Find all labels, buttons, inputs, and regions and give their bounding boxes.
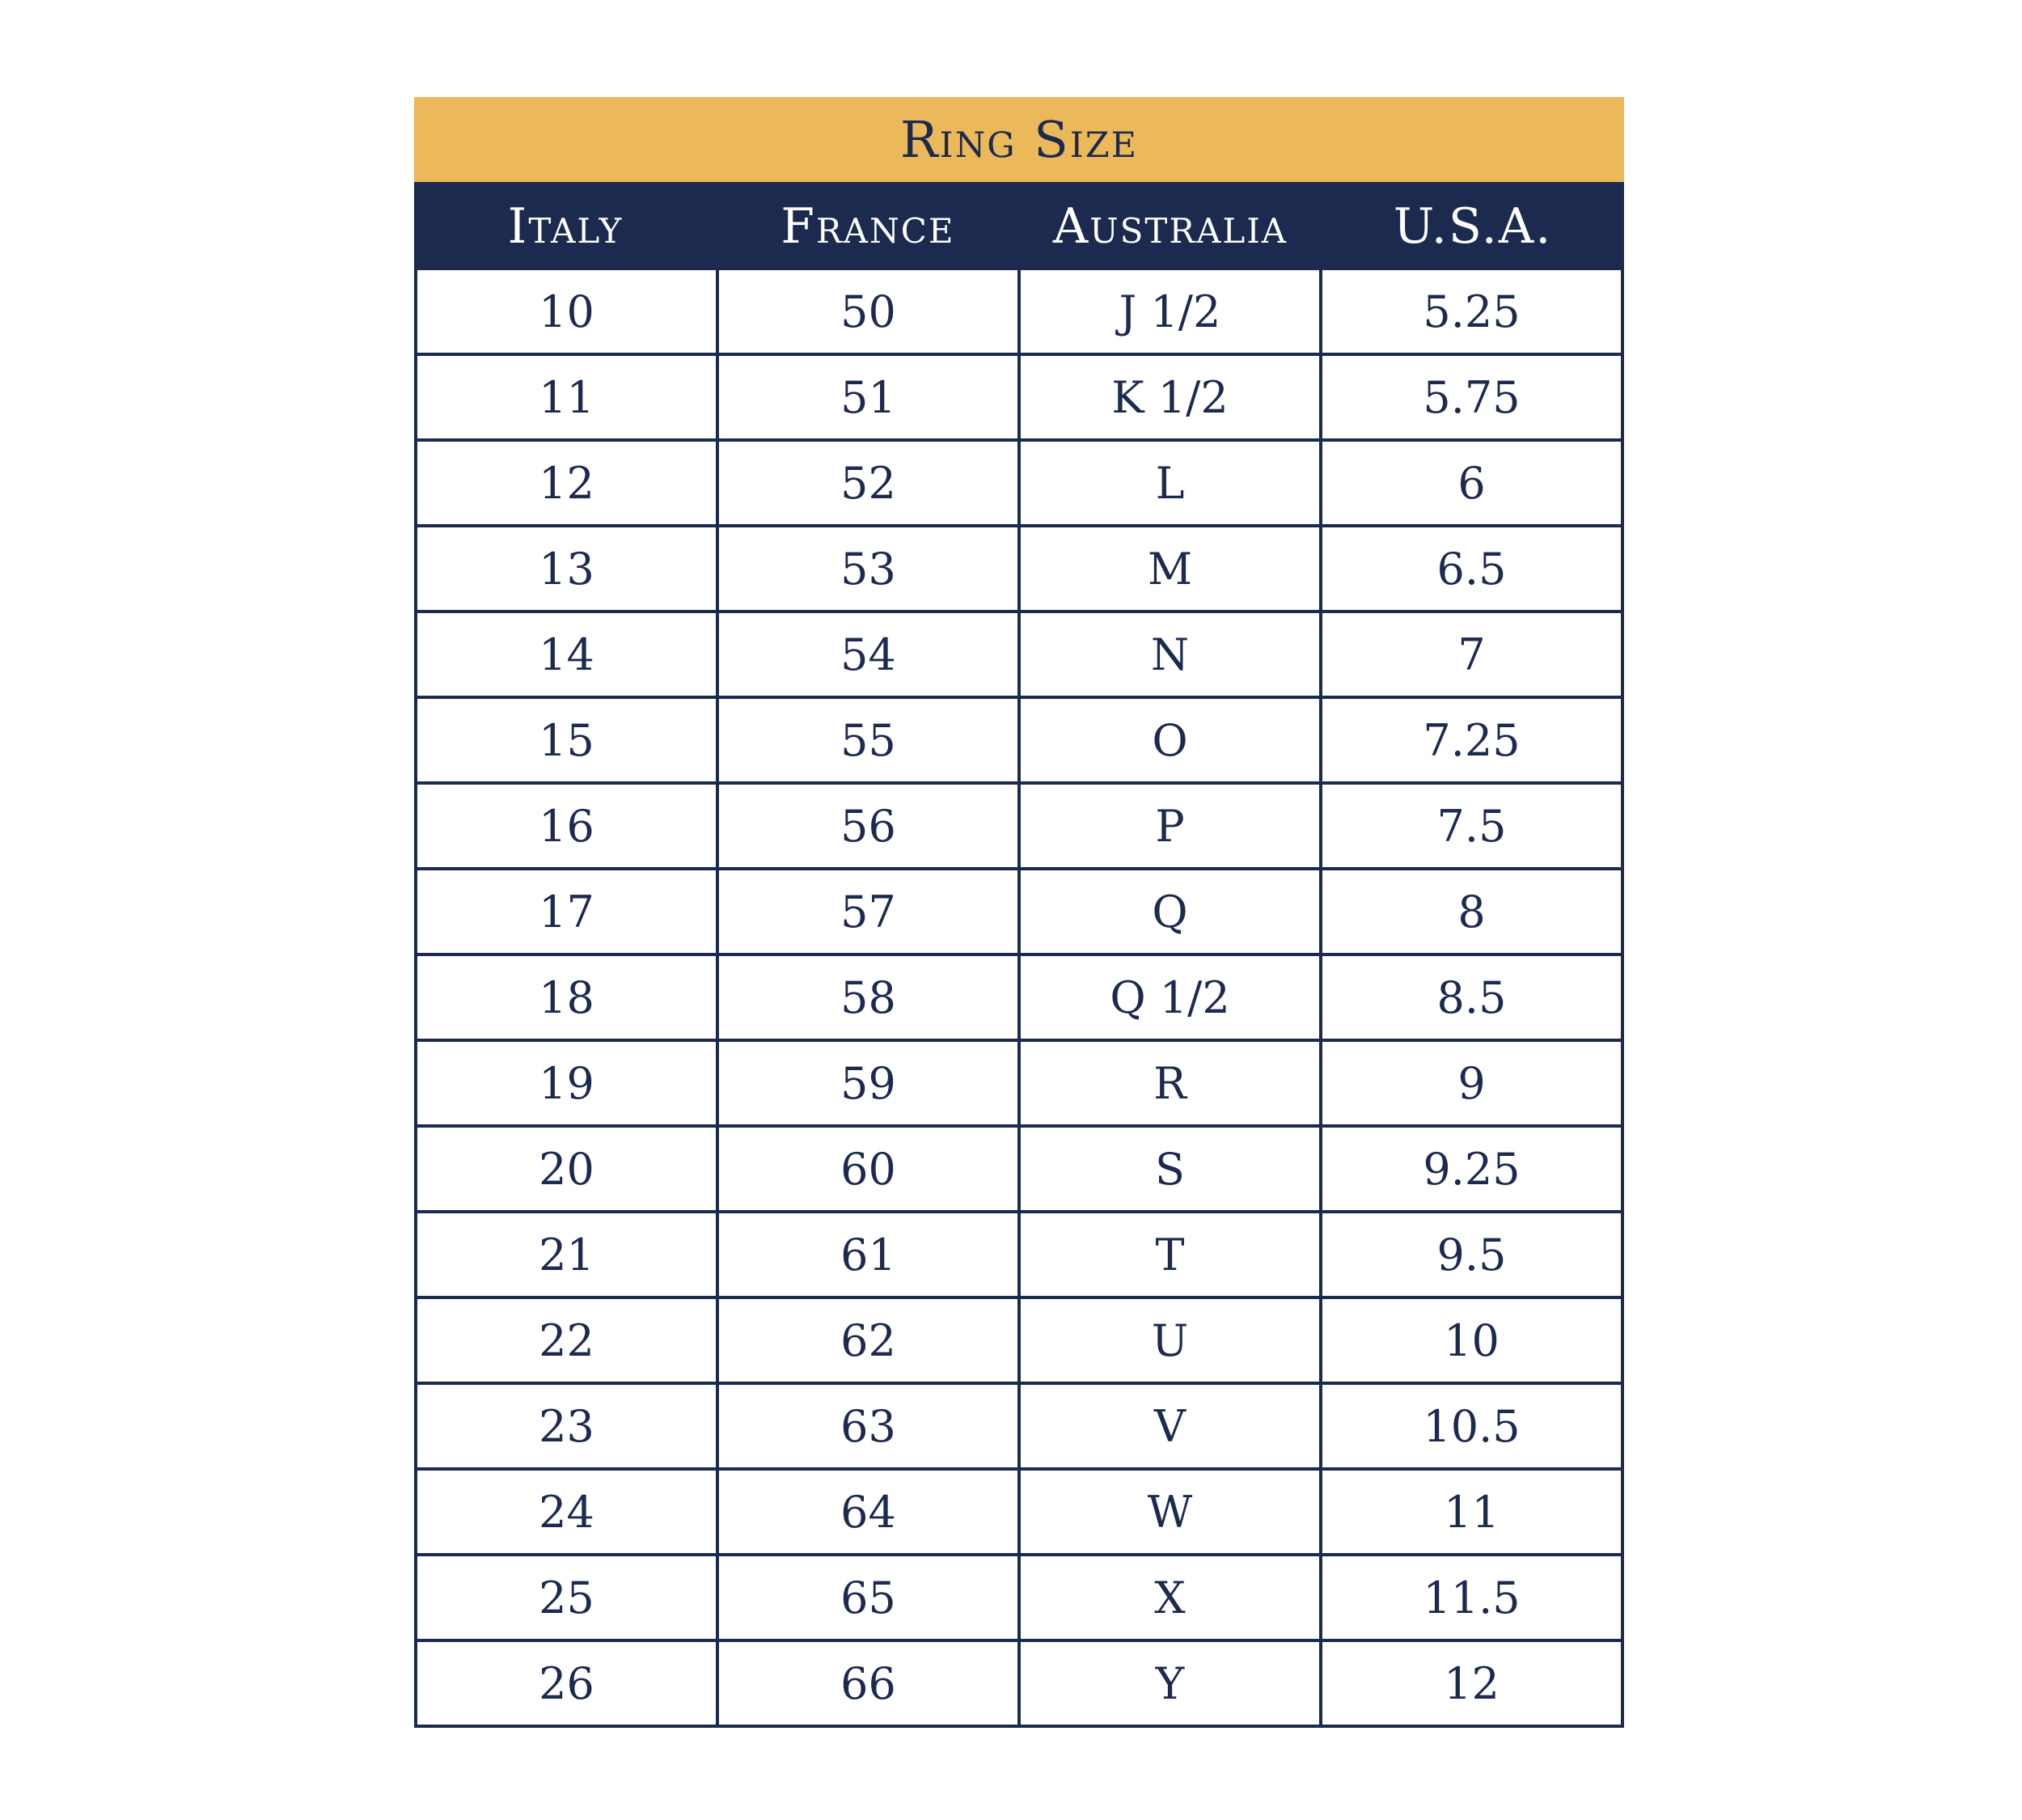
cell-france: 64 <box>719 1471 1021 1553</box>
cell-france: 50 <box>719 270 1021 353</box>
cell-australia: P <box>1021 785 1322 867</box>
cell-australia: J 1/2 <box>1021 270 1322 353</box>
cell-australia: Y <box>1021 1642 1322 1725</box>
cell-france: 60 <box>719 1128 1021 1210</box>
cell-australia: X <box>1021 1556 1322 1639</box>
cell-australia: V <box>1021 1385 1322 1467</box>
cell-usa: 5.25 <box>1423 286 1521 337</box>
table-row <box>417 870 1621 956</box>
cell-italy: 17 <box>417 870 719 953</box>
table-title: Ring Size <box>414 97 1624 182</box>
table-row <box>417 356 1621 442</box>
cell-italy: 18 <box>417 956 719 1039</box>
cell-australia: K 1/2 <box>1021 356 1322 438</box>
cell-italy: 13 <box>417 527 719 610</box>
cell-italy: 15 <box>417 699 719 781</box>
cell-italy: 16 <box>417 785 719 867</box>
cell-france: 62 <box>719 1299 1021 1382</box>
table-row <box>417 1556 1621 1642</box>
cell-usa: 11.5 <box>1423 1572 1521 1623</box>
cell-italy: 11 <box>417 356 719 438</box>
cell-usa: 5.75 <box>1423 371 1521 423</box>
cell-france: 59 <box>719 1042 1021 1124</box>
cell-usa: 9.25 <box>1423 1143 1521 1195</box>
cell-usa: 7 <box>1457 629 1486 680</box>
cell-usa: 7.25 <box>1423 714 1521 766</box>
cell-france: 57 <box>719 870 1021 953</box>
cell-australia: W <box>1021 1471 1322 1553</box>
cell-australia: Q 1/2 <box>1021 956 1322 1039</box>
table-row <box>417 527 1621 613</box>
table-row <box>417 442 1621 527</box>
table-row <box>417 956 1621 1042</box>
cell-australia: O <box>1021 699 1322 781</box>
cell-france: 61 <box>719 1213 1021 1296</box>
cell-italy: 22 <box>417 1299 719 1382</box>
cell-france: 56 <box>719 785 1021 867</box>
cell-usa: 8 <box>1457 886 1486 938</box>
cell-france: 51 <box>719 356 1021 438</box>
table-body <box>414 270 1624 1728</box>
cell-italy: 12 <box>417 442 719 524</box>
cell-france: 66 <box>719 1642 1021 1725</box>
cell-france: 53 <box>719 527 1021 610</box>
cell-australia: T <box>1021 1213 1322 1296</box>
ring-size-table <box>414 97 1624 1728</box>
cell-usa: 12 <box>1444 1657 1500 1709</box>
header-australia: Australia <box>1052 197 1288 255</box>
table-row <box>417 1213 1621 1299</box>
header-row <box>414 182 1624 270</box>
cell-italy: 23 <box>417 1385 719 1467</box>
table-row <box>417 1042 1621 1128</box>
cell-australia: L <box>1021 442 1322 524</box>
cell-australia: M <box>1021 527 1322 610</box>
cell-france: 55 <box>719 699 1021 781</box>
cell-australia: R <box>1021 1042 1322 1124</box>
cell-usa: 6.5 <box>1436 543 1507 595</box>
cell-usa: 10 <box>1444 1314 1500 1366</box>
table-row <box>417 1471 1621 1556</box>
table-row <box>417 699 1621 785</box>
cell-france: 65 <box>719 1556 1021 1639</box>
cell-usa: 8.5 <box>1436 971 1507 1023</box>
cell-italy: 21 <box>417 1213 719 1296</box>
cell-usa: 10.5 <box>1423 1400 1521 1452</box>
cell-italy: 19 <box>417 1042 719 1124</box>
cell-australia: Q <box>1021 870 1322 953</box>
table-row <box>417 613 1621 699</box>
cell-france: 52 <box>719 442 1021 524</box>
cell-italy: 20 <box>417 1128 719 1210</box>
cell-france: 54 <box>719 613 1021 696</box>
table-row <box>417 1642 1621 1725</box>
cell-italy: 14 <box>417 613 719 696</box>
cell-france: 63 <box>719 1385 1021 1467</box>
table-row <box>417 785 1621 870</box>
cell-italy: 25 <box>417 1556 719 1639</box>
cell-australia: N <box>1021 613 1322 696</box>
table-row <box>417 1299 1621 1385</box>
header-usa: U.S.A. <box>1393 197 1553 255</box>
cell-usa: 11 <box>1444 1486 1500 1538</box>
table-row <box>417 1128 1621 1213</box>
cell-usa: 9 <box>1457 1057 1486 1109</box>
header-france: France <box>780 197 955 255</box>
cell-usa: 7.5 <box>1436 800 1507 852</box>
cell-australia: S <box>1021 1128 1322 1210</box>
cell-australia: U <box>1021 1299 1322 1382</box>
cell-france: 58 <box>719 956 1021 1039</box>
table-row <box>417 1385 1621 1471</box>
cell-usa: 6 <box>1457 457 1486 509</box>
table-row <box>417 270 1621 356</box>
cell-italy: 10 <box>417 270 719 353</box>
cell-italy: 26 <box>417 1642 719 1725</box>
cell-italy: 24 <box>417 1471 719 1553</box>
cell-usa: 9.5 <box>1436 1229 1507 1280</box>
header-italy: Italy <box>507 197 624 255</box>
